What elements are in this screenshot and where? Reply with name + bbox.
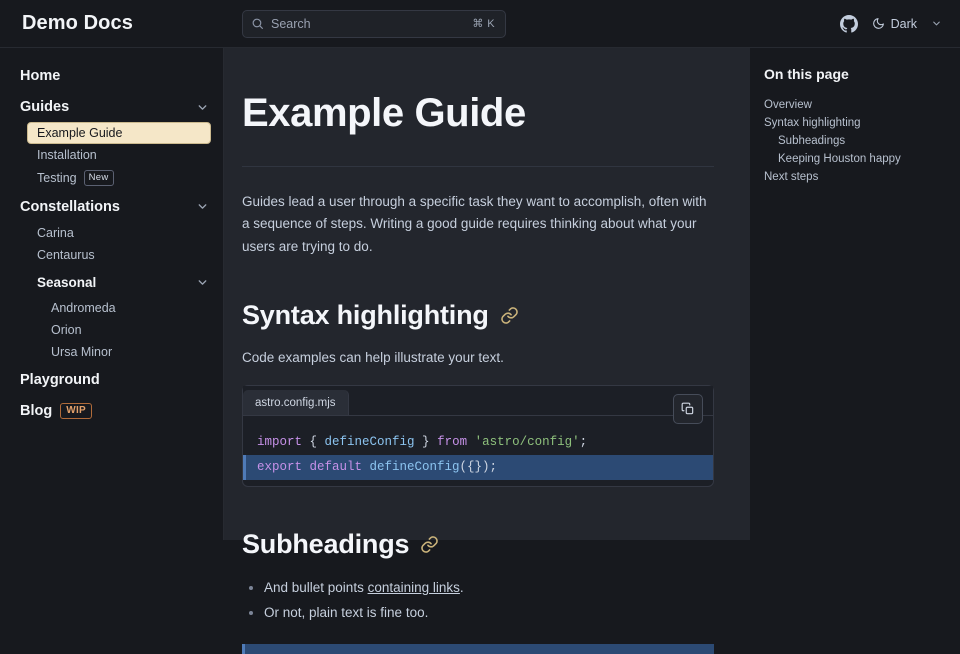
- sidebar-item-blog[interactable]: [18, 394, 211, 425]
- chevron-down-icon[interactable]: [931, 18, 942, 29]
- code-tab-astro-config[interactable]: astro.config.mjs: [243, 390, 349, 415]
- table-of-contents: [750, 48, 960, 540]
- sidebar-group-constellations[interactable]: [18, 190, 211, 222]
- code-body[interactable]: [243, 416, 713, 486]
- sidebar-group-seasonal-label: Seasonal: [37, 274, 97, 290]
- sidebar-item-blog-label: Blog: [20, 402, 53, 419]
- sidebar-constellations-list: [18, 222, 211, 363]
- sidebar-item-testing[interactable]: [27, 166, 211, 190]
- heading-syntax-highlighting: [242, 300, 714, 331]
- sidebar-item-orion[interactable]: Orion: [51, 322, 82, 337]
- chevron-down-icon: [196, 200, 209, 213]
- sidebar-item-andromeda[interactable]: Andromeda: [51, 300, 116, 315]
- header-actions: [840, 15, 946, 33]
- sidebar: [0, 48, 224, 540]
- toc-item-syntax-highlighting[interactable]: Syntax highlighting: [764, 117, 861, 129]
- toc-item-keeping-houston-happy[interactable]: Keeping Houston happy: [778, 153, 901, 165]
- toc-item-overview[interactable]: Overview: [764, 99, 812, 111]
- search-icon: [251, 17, 264, 30]
- theme-label: Dark: [890, 16, 917, 31]
- heading-subheadings: [242, 529, 714, 560]
- bullet-list: [264, 576, 714, 626]
- sidebar-item-playground[interactable]: Playground: [20, 371, 100, 388]
- toc-title: On this page: [764, 66, 849, 82]
- inline-link[interactable]: containing links: [367, 580, 460, 596]
- sidebar-item-installation[interactable]: Installation: [37, 148, 97, 162]
- status-badge-new: New: [84, 170, 114, 186]
- sidebar-item-testing-label: Testing: [37, 170, 77, 185]
- sidebar-guides-list: [18, 122, 211, 190]
- sidebar-group-constellations-label: Constellations: [20, 198, 120, 215]
- list-item-text-pre: And bullet points: [264, 580, 368, 596]
- copy-icon: [681, 402, 695, 416]
- list-item-text: Or not, plain text is fine too.: [264, 605, 429, 621]
- status-badge-wip: WIP: [60, 403, 92, 419]
- sidebar-item-example-guide[interactable]: Example Guide: [27, 122, 211, 144]
- code-block: [242, 385, 714, 487]
- chevron-down-icon: [196, 276, 209, 289]
- sidebar-item-carina[interactable]: Carina: [37, 225, 74, 240]
- heading-syntax-highlighting-label: Syntax highlighting: [242, 299, 489, 330]
- search-shortcut: ⌘ K: [472, 18, 495, 30]
- heading-subheadings-label: Subheadings: [242, 529, 410, 560]
- header: [0, 0, 960, 48]
- body: [0, 48, 960, 621]
- code-tabs: [243, 386, 713, 416]
- theme-toggle[interactable]: [872, 17, 917, 31]
- search-container: [242, 10, 506, 38]
- toc-item-next-steps[interactable]: Next steps: [764, 171, 819, 183]
- article: [242, 90, 714, 654]
- title-divider: [242, 166, 714, 167]
- chevron-down-icon: [196, 101, 209, 114]
- list-item: [264, 601, 714, 626]
- code-line-1: import { defineConfig } from 'astro/config';: [257, 435, 588, 450]
- github-icon[interactable]: [840, 15, 858, 33]
- moon-icon: [872, 17, 885, 30]
- code-line-2-highlighted: export default defineConfig({});: [243, 455, 713, 480]
- sidebar-item-centaurus[interactable]: Centaurus: [37, 247, 95, 262]
- sidebar-group-guides[interactable]: [18, 90, 211, 122]
- syntax-paragraph: Code examples can help illustrate your text.: [242, 349, 504, 365]
- search-input[interactable]: [242, 10, 506, 38]
- main-content: [224, 48, 750, 621]
- sidebar-group-seasonal[interactable]: [27, 266, 211, 297]
- sidebar-item-home[interactable]: Home: [20, 68, 61, 84]
- list-item: [264, 576, 714, 601]
- search-placeholder: Search: [271, 16, 311, 31]
- list-item-text-post: .: [459, 580, 464, 596]
- brand-title[interactable]: Demo Docs: [22, 12, 133, 34]
- sidebar-item-ursa-minor[interactable]: Ursa Minor: [51, 344, 113, 359]
- anchor-link-icon[interactable]: [500, 306, 519, 325]
- toc-item-subheadings[interactable]: Subheadings: [778, 135, 846, 147]
- sidebar-group-guides-label: Guides: [20, 99, 70, 115]
- page-title: Example Guide: [242, 91, 526, 135]
- code-highlight-strip: [242, 644, 714, 654]
- intro-paragraph: Guides lead a user through a specific task they want to accomplish, often with a sequence of steps. Writing a good guide requires thinking about what your users are trying to do.: [242, 194, 707, 254]
- anchor-link-icon[interactable]: [420, 535, 439, 554]
- copy-code-button[interactable]: [673, 394, 703, 424]
